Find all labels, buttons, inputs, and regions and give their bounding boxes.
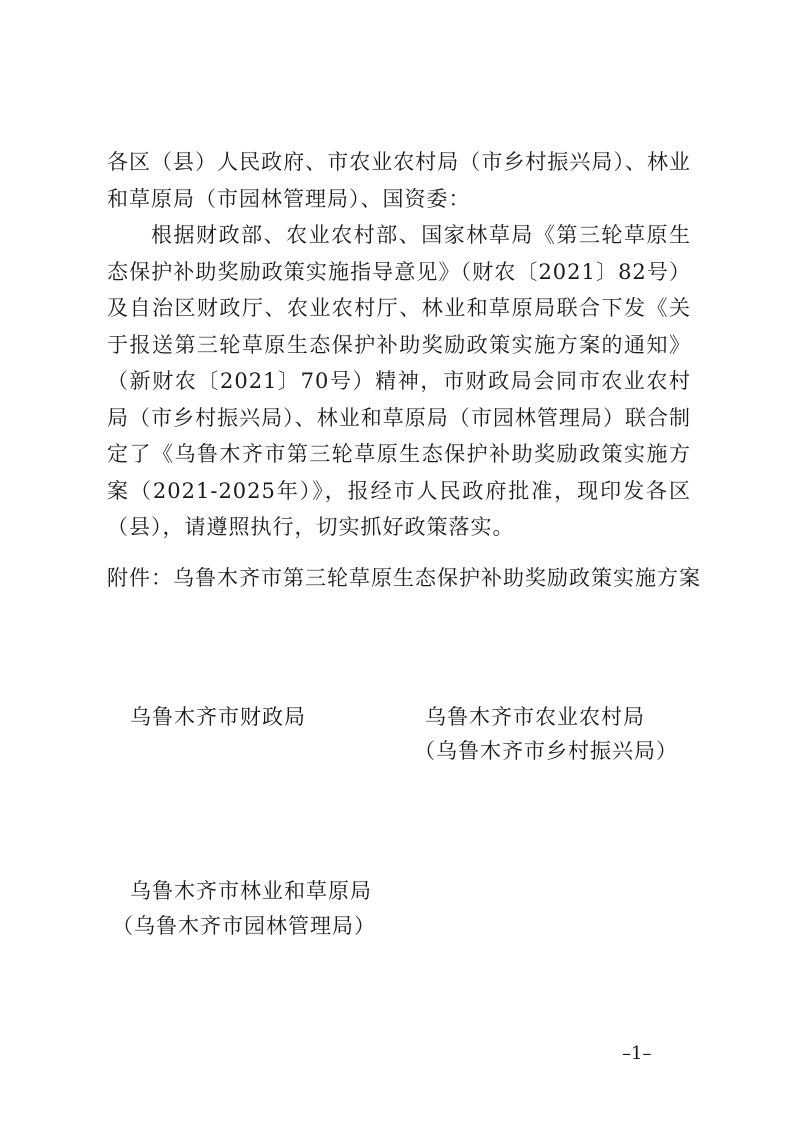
page-number: –1– — [622, 1043, 652, 1064]
signature-agriculture-bureau-alias: （乌鲁木齐市乡村振兴局） — [414, 739, 678, 763]
signature-agriculture-bureau: 乌鲁木齐市农业农村局 — [425, 705, 645, 729]
main-paragraph: 根据财政部、农业农村部、国家林草局《第三轮草原生态保护补助奖励政策实施指导意见》（财农〔2021〕82号）及自治区财政厅、农业农村厅、林业和草原局联合下发《关于报送第三轮草原生态保护补助奖励政策实施方案的通知》（新财农〔2021〕70号）精神，市财政局会同市农业农村局（市乡村振兴局）、林业和草原局（市园林管理局）联合制定了《乌鲁木齐市第三轮草原生态保护补助奖励政策实施方案（2021-2025年）》，报经市人民政府批准，现印发各区（县），请遵照执行，切实抓好政策落实。 — [107, 223, 691, 539]
addressee-paragraph: 各区（县）人民政府、市农业农村局（市乡村振兴局）、林业和草原局（市园林管理局）、国资委： — [107, 150, 691, 211]
signature-forestry-bureau: 乌鲁木齐市林业和草原局 — [130, 879, 372, 903]
signature-finance-bureau: 乌鲁木齐市财政局 — [130, 705, 306, 729]
document-body — [107, 144, 691, 546]
signature-forestry-bureau-alias: （乌鲁木齐市园林管理局） — [112, 914, 376, 938]
attachment-line: 附件：乌鲁木齐市第三轮草原生态保护补助奖励政策实施方案 — [107, 566, 701, 590]
